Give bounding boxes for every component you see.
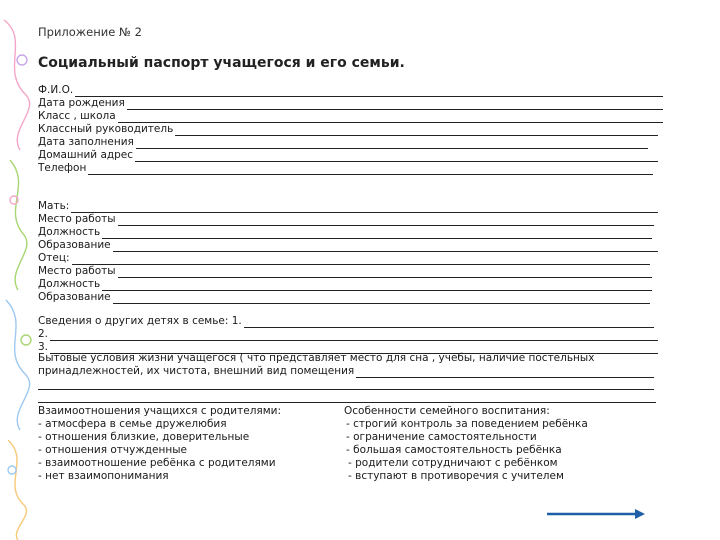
blank-line	[136, 138, 648, 149]
field-label: Образование	[38, 291, 111, 303]
field-label: Мать:	[38, 200, 70, 212]
relations-item: - отношения близкие, доверительные	[38, 431, 250, 443]
field-fill-date[interactable]	[38, 136, 648, 149]
field-label: Класс , школа	[38, 110, 116, 122]
field-other-children-1[interactable]	[38, 315, 654, 328]
upbringing-item: - строгий контроль за поведением ребёнка	[346, 418, 588, 430]
document-title: Социальный паспорт учащегося и его семьи.	[38, 55, 405, 71]
field-father-education[interactable]	[38, 291, 650, 304]
field-class-school[interactable]	[38, 110, 663, 123]
field-father-position[interactable]	[38, 278, 652, 291]
relations-item: - отношения отчужденные	[38, 444, 187, 456]
blank-line	[356, 367, 654, 378]
blank-line	[88, 164, 653, 175]
field-label: Дата рождения	[38, 97, 125, 109]
field-mother-education[interactable]	[38, 239, 658, 252]
blank-line	[72, 254, 650, 265]
relations-item: - нет взаимопонимания	[38, 470, 169, 482]
blank-line	[175, 125, 658, 136]
blank-line	[118, 215, 654, 226]
field-label: Дата заполнения	[38, 136, 134, 148]
field-label: Сведения о других детях в семье: 1.	[38, 315, 242, 327]
field-label: Место работы	[38, 213, 116, 225]
blank-line	[50, 330, 658, 341]
upbringing-column	[344, 405, 588, 483]
relations-column	[38, 405, 281, 483]
field-father-workplace[interactable]	[38, 265, 652, 278]
field-home-address[interactable]	[38, 149, 658, 162]
field-label: Телефон	[38, 162, 87, 174]
field-other-children-2[interactable]	[38, 328, 658, 341]
field-label: Домашний адрес	[38, 149, 134, 161]
field-label: Образование	[38, 239, 111, 251]
blank-line	[135, 151, 658, 162]
blank-line	[118, 112, 663, 123]
next-slide-arrow-icon[interactable]	[545, 506, 647, 522]
field-father[interactable]	[38, 252, 650, 265]
blank-line	[71, 202, 658, 213]
field-fio[interactable]	[38, 84, 663, 97]
field-label: 2.	[38, 328, 49, 340]
relations-item: - взаимоотношение ребёнка с родителями	[38, 457, 276, 469]
upbringing-heading: Особенности семейного воспитания:	[344, 405, 550, 417]
blank-line	[113, 293, 650, 304]
field-label: Ф.И.О.	[38, 84, 74, 96]
field-label: Должность	[38, 226, 101, 238]
living-conditions-text: Бытовые условия жизни учащегося ( что представляет место для сна , учёбы, наличие постельных	[38, 352, 595, 364]
field-mother[interactable]	[38, 200, 658, 213]
blank-line	[75, 86, 663, 97]
field-label: Отец:	[38, 252, 70, 264]
field-mother-workplace[interactable]	[38, 213, 654, 226]
field-class-teacher[interactable]	[38, 123, 658, 136]
field-label: Классный руководитель	[38, 123, 174, 135]
field-label: принадлежностей, их чистота, внешний вид помещения	[38, 365, 355, 377]
decorative-swirl-border	[0, 0, 40, 540]
blank-line	[102, 228, 652, 239]
field-birth-date[interactable]	[38, 97, 663, 110]
blank-line	[102, 280, 652, 291]
field-phone[interactable]	[38, 162, 653, 175]
blank-line	[244, 317, 654, 328]
appendix-label: Приложение № 2	[38, 25, 142, 39]
upbringing-item: - родители сотрудничают с ребёнком	[348, 457, 558, 469]
upbringing-item: - большая самостоятельность ребёнка	[346, 444, 562, 456]
field-label: Должность	[38, 278, 101, 290]
field-mother-position[interactable]	[38, 226, 652, 239]
arrow-head	[635, 509, 645, 519]
field-label: Место работы	[38, 265, 116, 277]
blank-line[interactable]	[38, 389, 654, 390]
upbringing-item: - вступают в противоречия с учителем	[348, 470, 564, 482]
blank-line	[127, 99, 663, 110]
relations-heading: Взаимоотношения учащихся с родителями:	[38, 405, 282, 417]
field-living-conditions[interactable]	[38, 365, 654, 378]
blank-line	[113, 241, 658, 252]
field-label: 3.	[38, 341, 49, 353]
blank-line	[118, 267, 652, 278]
blank-line[interactable]	[38, 402, 656, 403]
upbringing-item: - ограничение самостоятельности	[346, 431, 537, 443]
relations-item: - атмосфера в семье дружелюбия	[38, 418, 227, 430]
